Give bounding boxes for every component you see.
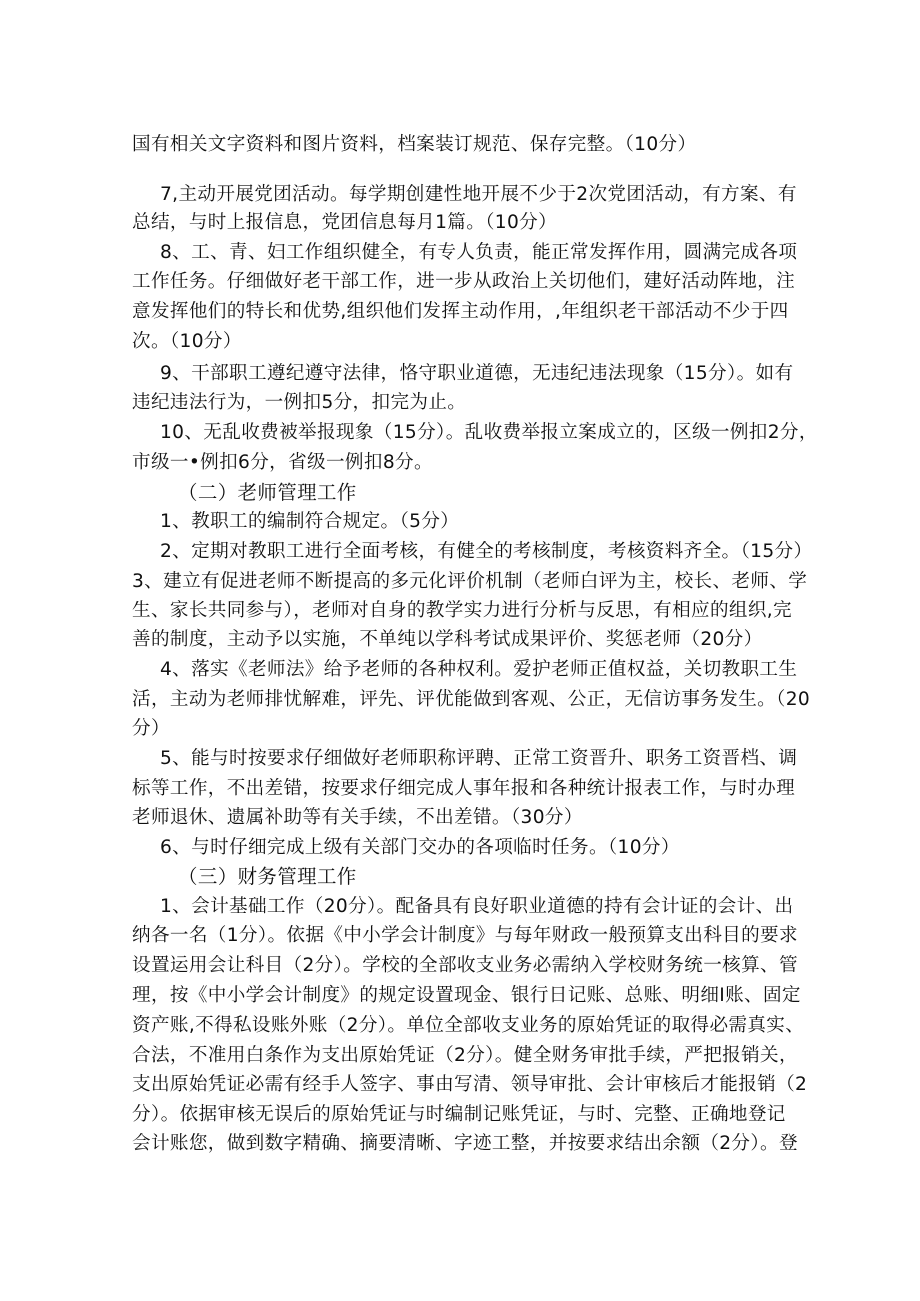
paragraph-line: 8、工、青、妇工作组织健全，有专人负责，能正常发挥作用，圆满完成各项 <box>160 242 798 263</box>
paragraph-line: 活，主动为老师排忧解难，评先、评优能做到客观、公正，无信访事务发生。（20 <box>132 689 811 710</box>
paragraph-line: 分） <box>132 718 170 739</box>
paragraph-line: 纳各一名（1分）。依据《中小学会计制度》与每年财政一般预算支出科目的要求 <box>132 925 798 946</box>
paragraph-line: 支出原始凭证必需有经手人签字、事由写清、领导审批、会计审核后才能报销（2 <box>132 1074 808 1095</box>
section-heading: （三）财务管理工作 <box>178 865 357 888</box>
paragraph-line: 分）。依据审核无误后的原始凭证与时编制记账凭证，与时、完整、正确地登记 <box>132 1104 786 1125</box>
paragraph-line: 善的制度，主动予以实施，不单纯以学科考试成果评价、奖惩老师（20分） <box>132 629 763 650</box>
paragraph-line: 市级一•例扣6分，省级一例扣8分。 <box>132 452 433 473</box>
paragraph-line: 资产账,不得私设账外账（2分）。单位全部收支业务的原始凭证的取得必需真实、 <box>132 1015 805 1036</box>
paragraph-line: 总结，与时上报信息，党团信息每月1篇。（10分） <box>132 212 558 233</box>
paragraph-line: 理，按《中小学会计制度》的规定设置现金、银行日记账、总账、明细I账、固定 <box>132 985 801 1006</box>
paragraph-line: 意发挥他们的特长和优势,组织他们发挥主动作用，,年组织老干部活动不少于四 <box>132 301 789 322</box>
paragraph-line: 国有相关文字资料和图片资料，档案装订规范、保存完整。（10分） <box>132 134 697 155</box>
paragraph-line: 次。（10分） <box>132 331 242 352</box>
paragraph-line: 设置运用会让科目（2分）。学校的全部收支业务必需纳入学校财务统一核算、管 <box>132 955 798 976</box>
paragraph-line: 4、落实《老师法》给予老师的各种权利。爱护老师正值权益，关切教职工生 <box>160 659 798 680</box>
paragraph-line: 3、建立有促进老师不断提高的多元化评价机制（老师白评为主，校长、老师、学 <box>132 571 808 592</box>
paragraph-line: 违纪违法行为，一例扣5分，扣完为止。 <box>132 392 467 413</box>
paragraph-line: 会计账您，做到数字精确、摘要清晰、字迹工整，并按要求结出余额（2分）。登 <box>132 1133 798 1154</box>
paragraph-line: 2、定期对教职工进行全面考核，有健全的考核制度，考核资料齐全。（15分） <box>160 541 813 562</box>
paragraph-line: 9、干部职工遵纪遵守法律，恪守职业道德，无违纪违法现象（15分）。如有 <box>160 363 794 384</box>
paragraph-line: 5、能与时按要求仔细做好老师职称评聘、正常工资晋升、职务工资晋档、调 <box>160 748 798 769</box>
paragraph-line: 生、家长共同参与），老师对自身的教学实力进行分析与反思，有相应的组织,完 <box>132 600 792 621</box>
paragraph-line: 7,主动开展党团活动。每学期创建性地开展不少于2次党团活动，有方案、有 <box>160 184 797 205</box>
paragraph-line: 1、教职工的编制符合规定。（5分） <box>160 511 460 532</box>
paragraph-line: 10、无乱收费被举报现象（15分）。乱收费举报立案成立的，区级一例扣2分， <box>160 422 818 443</box>
section-heading: （二）老师管理工作 <box>178 481 357 504</box>
paragraph-line: 合法，不准用白条作为支出原始凭证（2分）。健全财务审批手续，严把报销关， <box>132 1045 798 1066</box>
paragraph-line: 标等工作，不出差错，按要求仔细完成人事年报和各种统计报表工作，与时办理 <box>132 778 796 799</box>
paragraph-line: 工作任务。仔细做好老干部工作，进一步从政治上关切他们，建好活动阵地，注 <box>132 271 796 292</box>
paragraph-line: 6、与时仔细完成上级有关部门交办的各项临时任务。（10分） <box>160 837 680 858</box>
paragraph-line: 1、会计基础工作（20分）。配备具有良好职业道德的持有会计证的会计、出 <box>160 896 794 917</box>
paragraph-line: 老师退休、遗属补助等有关手续，不出差错。（30分） <box>132 807 583 828</box>
